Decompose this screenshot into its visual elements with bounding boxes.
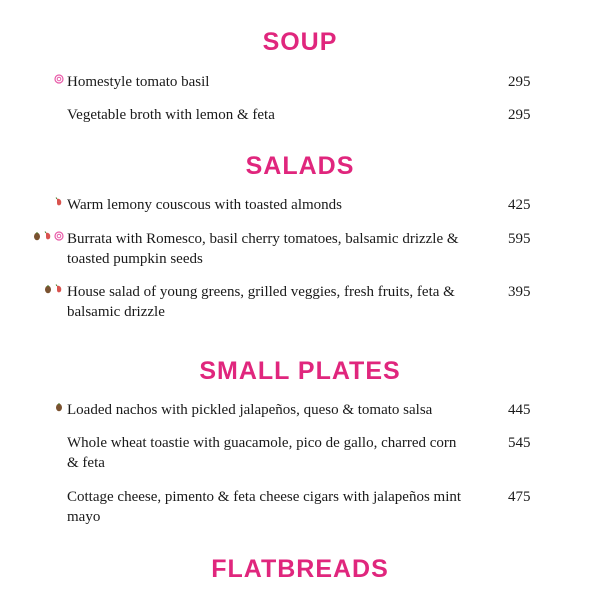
item-name: Warm lemony couscous with toasted almonds — [67, 197, 342, 213]
nut-icon — [54, 402, 64, 412]
item-price: 545 — [508, 435, 531, 451]
veg-icon — [54, 231, 64, 241]
item-name: Homestyle tomato basil — [67, 74, 210, 90]
item-name: Loaded nachos with pickled jalapeños, queso & tomato salsa — [67, 402, 433, 418]
item-price: 475 — [508, 489, 531, 505]
item-price: 295 — [508, 107, 531, 123]
dietary-icons — [32, 231, 64, 241]
item-name: Vegetable broth with lemon & feta — [67, 107, 275, 123]
item-price: 395 — [508, 284, 531, 300]
dietary-icons — [54, 197, 64, 207]
item-name: House salad of young greens, grilled veggies, fresh fruits, feta & balsamic drizzle — [67, 284, 455, 320]
spicy-icon — [43, 231, 53, 241]
dietary-icons — [43, 284, 64, 294]
dietary-icons — [54, 74, 64, 84]
spicy-icon — [54, 197, 64, 207]
spicy-icon — [54, 284, 64, 294]
veg-icon — [54, 74, 64, 84]
item-price: 295 — [508, 74, 531, 90]
section-title-salads: SALADS — [245, 152, 355, 180]
nut-icon — [32, 231, 42, 241]
section-title-soup: SOUP — [262, 28, 338, 56]
dietary-icons — [54, 402, 64, 412]
item-price: 595 — [508, 231, 531, 247]
section-title-flatbreads: FLATBREADS — [211, 555, 389, 583]
item-name: Cottage cheese, pimento & feta cheese cigars with jalapeños mint mayo — [67, 489, 462, 525]
item-name: Burrata with Romesco, basil cherry tomatoes, balsamic drizzle & toasted pumpkin seeds — [67, 231, 459, 267]
nut-icon — [43, 284, 53, 294]
section-title-small-plates: SMALL PLATES — [199, 357, 401, 385]
item-price: 445 — [508, 402, 531, 418]
item-price: 425 — [508, 197, 531, 213]
item-name: Whole wheat toastie with guacamole, pico de gallo, charred corn & feta — [67, 435, 457, 471]
